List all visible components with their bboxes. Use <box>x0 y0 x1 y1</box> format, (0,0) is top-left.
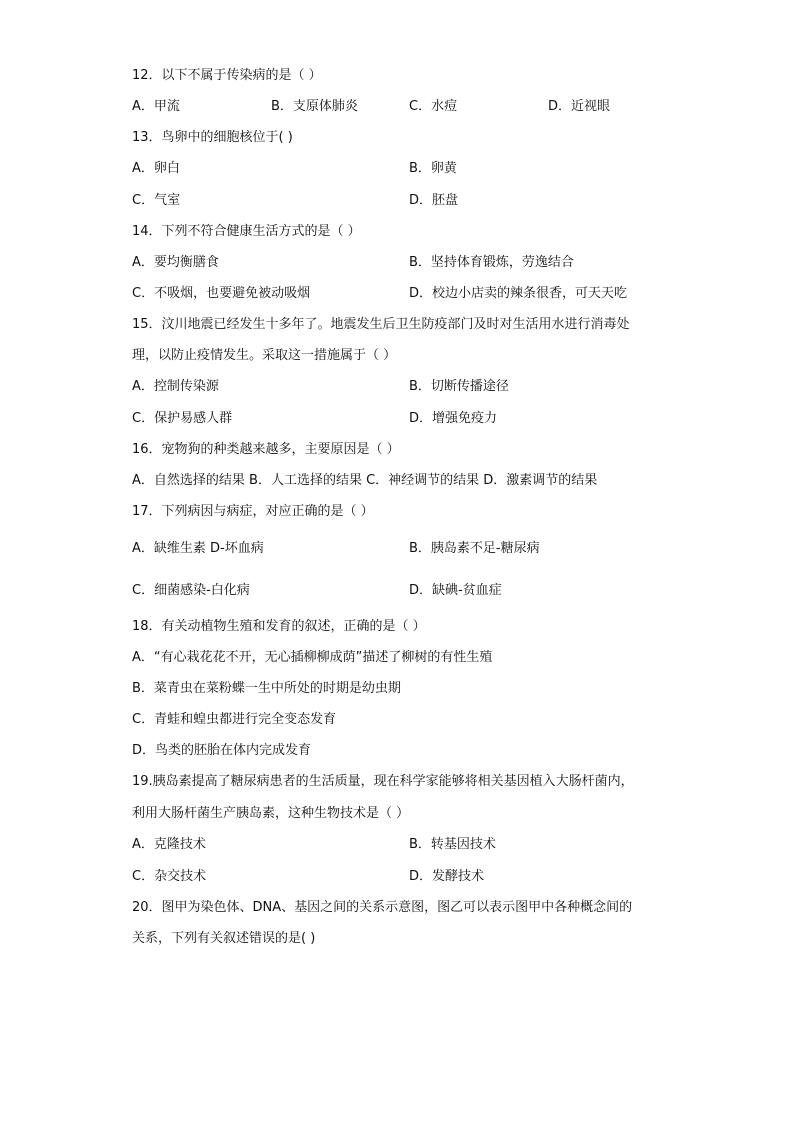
question-18-stem: 18．有关动植物生殖和发育的叙述，正确的是（ ） <box>132 619 426 634</box>
question-15-option-c: C．保护易感人群 <box>132 411 233 426</box>
question-17-option-b: B．胰岛素不足-糖尿病 <box>409 541 540 556</box>
question-19-option-d: D．发酵技术 <box>409 869 485 884</box>
question-17-option-c: C．细菌感染-白化病 <box>132 583 250 598</box>
question-14-option-c: C．不吸烟，也要避免被动吸烟 <box>132 286 311 301</box>
question-18-option-c: C．青蛙和蝗虫都进行完全变态发育 <box>132 712 337 727</box>
question-15-stem-line-2: 理，以防止疫情发生。采取这一措施属于（ ） <box>132 348 397 363</box>
question-13-option-b: B．卵黄 <box>409 161 457 176</box>
question-18-option-b: B．菜青虫在菜粉蝶一生中所处的时期是幼虫期 <box>132 681 401 696</box>
question-14-option-d: D．校边小店卖的辣条很香，可天天吃 <box>409 286 628 301</box>
question-19-option-b: B．转基因技术 <box>409 837 496 852</box>
question-13-stem: 13．鸟卵中的细胞核位于( ) <box>132 130 293 145</box>
question-14-option-a: A．要均衡膳食 <box>132 255 219 270</box>
question-19-option-a: A．克隆技术 <box>132 837 206 852</box>
question-19-option-c: C．杂交技术 <box>132 869 207 884</box>
question-17-stem: 17．下列病因与病症，对应正确的是（ ） <box>132 504 374 519</box>
question-13-option-c: C．气室 <box>132 193 181 208</box>
question-14-option-b: B．坚持体育锻炼，劳逸结合 <box>409 255 574 270</box>
question-19-stem-line-1: 19.胰岛素提高了糖尿病患者的生活质量，现在科学家能够将相关基因植入大肠杆菌内， <box>132 774 634 789</box>
question-15-stem-line-1: 15．汶川地震已经发生十多年了。地震发生后卫生防疫部门及时对生活用水进行消毒处 <box>132 317 630 332</box>
question-12-option-b: B．支原体肺炎 <box>271 99 358 114</box>
question-13-option-d: D．胚盘 <box>409 193 459 208</box>
question-16-stem: 16．宠物狗的种类越来越多，主要原因是（ ） <box>132 442 400 457</box>
question-12-option-c: C．水痘 <box>409 99 458 114</box>
question-17-option-a: A．缺维生素 D-坏血病 <box>132 541 264 556</box>
question-15-option-d: D．增强免疫力 <box>409 411 498 426</box>
question-19-stem-line-2: 利用大肠杆菌生产胰岛素，这种生物技术是（ ） <box>132 806 410 821</box>
question-12-option-a: A．甲流 <box>132 99 180 114</box>
question-16-options: A．自然选择的结果 B．人工选择的结果 C．神经调节的结果 D．激素调节的结果 <box>132 473 598 488</box>
question-15-option-b: B．切断传播途径 <box>409 379 509 394</box>
question-12-option-d: D．近视眼 <box>548 99 611 114</box>
question-20-stem-line-1: 20．图甲为染色体、DNA、基因之间的关系示意图，图乙可以表示图甲中各种概念间的 <box>132 900 633 915</box>
question-13-option-a: A．卵白 <box>132 161 180 176</box>
question-14-stem: 14．下列不符合健康生活方式的是（ ） <box>132 224 361 239</box>
question-17-option-d: D．缺碘-贫血症 <box>409 583 502 598</box>
question-12-stem: 12．以下不属于传染病的是（ ） <box>132 68 322 83</box>
question-20-stem-line-2: 关系，下列有关叙述错误的是( ) <box>132 931 316 946</box>
question-18-option-d: D．鸟类的胚胎在体内完成发育 <box>132 743 312 758</box>
question-15-option-a: A．控制传染源 <box>132 379 219 394</box>
question-18-option-a: A．“有心栽花花不开，无心插柳柳成荫”描述了柳树的有性生殖 <box>132 650 493 665</box>
